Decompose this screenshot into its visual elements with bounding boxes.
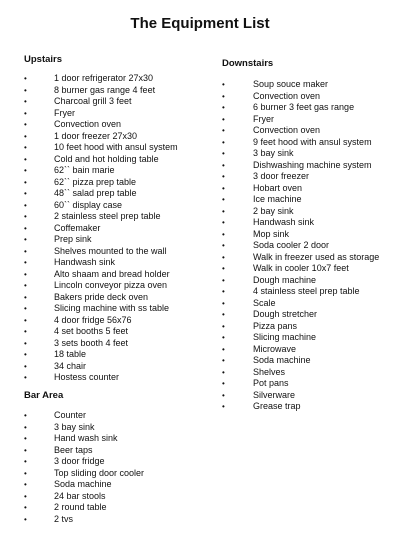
list-item-text: 24 bar stools — [54, 490, 106, 501]
list-item-text: Scale — [253, 297, 276, 308]
bullet-icon: • — [24, 269, 27, 279]
bullet-icon: • — [24, 177, 27, 187]
list-item-text: 4 door fridge 56x76 — [54, 314, 132, 325]
list-item-text: 48`` salad prep table — [54, 188, 137, 198]
bullet-icon: • — [24, 212, 27, 221]
list-item-text: Pot pans — [253, 378, 289, 388]
bullet-icon: • — [222, 402, 225, 411]
list-item-text: Soda machine — [253, 355, 311, 365]
bullet-icon: • — [222, 367, 225, 377]
list-item-text: 3 bay sink — [253, 148, 294, 158]
bullet-icon: • — [222, 206, 225, 216]
page-title: The Equipment List — [130, 15, 270, 32]
list-item-text: Coffemaker — [54, 222, 101, 233]
bullet-icon: • — [24, 97, 27, 106]
list-item-text: Alto shaam and bread holder — [54, 268, 170, 279]
bullet-icon: • — [222, 80, 225, 89]
bullet-icon: • — [24, 143, 27, 152]
bullet-icon: • — [24, 434, 27, 443]
bullet-icon: • — [222, 356, 225, 365]
bullet-icon: • — [222, 149, 225, 158]
bullet-icon: • — [222, 137, 225, 147]
list-item-text: Convection oven — [253, 125, 321, 135]
list-item-text: 10 feet hood with ansul system — [54, 142, 178, 152]
bullet-icon: • — [222, 379, 225, 388]
bullet-icon: • — [24, 315, 27, 325]
list-item-text: Walk in cooler 10x7 feet — [253, 263, 349, 273]
list-item-text: 2 bay sink — [253, 205, 294, 216]
list-item-text: 3 sets booth 4 feet — [54, 337, 129, 348]
bullet-icon: • — [24, 361, 27, 371]
bullet-icon: • — [24, 166, 27, 175]
bullet-icon: • — [24, 74, 27, 83]
bullet-icon: • — [24, 514, 27, 524]
bullet-icon: • — [24, 350, 27, 359]
list-item-text: Fryer — [54, 107, 75, 118]
bullet-icon: • — [222, 126, 225, 135]
list-item-text: Charcoal grill 3 feet — [54, 96, 132, 106]
list-item-text: 8 burner gas range 4 feet — [54, 84, 156, 95]
list-item-text: 6 burner 3 feet gas range — [253, 102, 355, 112]
bullet-icon: • — [24, 131, 27, 141]
list-item-text: 1 door freezer 27x30 — [54, 130, 138, 141]
list-item-text: 3 bay sink — [54, 421, 95, 432]
list-item-text: 2 tvs — [54, 513, 74, 524]
bullet-icon: • — [222, 241, 225, 250]
list-item-text: Soda cooler 2 door — [253, 240, 330, 250]
list-item-text: Hobart oven — [253, 182, 303, 193]
bullet-icon: • — [24, 200, 27, 210]
bullet-icon: • — [222, 172, 225, 181]
list-item-text: Prep sink — [54, 234, 92, 244]
bullet-icon: • — [24, 338, 27, 348]
bullet-icon: • — [222, 160, 225, 170]
list-item-text: Beer taps — [54, 444, 93, 455]
list-item-text: Walk in freezer used as storage — [253, 251, 380, 262]
list-item-text: Soda machine — [54, 479, 112, 489]
bullet-icon: • — [222, 183, 225, 193]
list-item-text: Shelves — [253, 366, 286, 377]
bullet-icon: • — [24, 108, 27, 118]
bullet-icon: • — [24, 480, 27, 489]
bullet-icon: • — [24, 246, 27, 256]
bullet-icon: • — [222, 114, 225, 124]
bullet-icon: • — [222, 321, 225, 331]
bullet-icon: • — [24, 411, 27, 420]
list-item-text: Grease trap — [253, 401, 301, 411]
bullet-icon: • — [222, 103, 225, 112]
list-item-text: 1 door refrigerator 27x30 — [54, 73, 154, 83]
list-item-text: Hand wash sink — [54, 433, 118, 443]
list-item-text: 3 door freezer — [253, 171, 310, 181]
bullet-icon: • — [24, 445, 27, 455]
list-item-text: 9 feet hood with ansul system — [253, 136, 372, 147]
list-item-text: Bakers pride deck oven — [54, 291, 149, 302]
bullet-icon: • — [222, 218, 225, 227]
bullet-icon: • — [24, 235, 27, 244]
list-item-text: 2 stainless steel prep table — [54, 211, 161, 221]
list-item-text: 4 stainless steel prep table — [253, 286, 360, 296]
list-item-text: Shelves mounted to the wall — [54, 245, 167, 256]
bullet-icon: • — [222, 390, 225, 400]
list-item-text: Dough stretcher — [253, 309, 318, 319]
bullet-icon: • — [222, 298, 225, 308]
bullet-icon: • — [24, 223, 27, 233]
list-item-text: Slicing machine — [253, 332, 317, 342]
list-item-text: 62`` bain marie — [54, 165, 115, 175]
bullet-icon: • — [24, 85, 27, 95]
list-item-text: Slicing machine with ss table — [54, 303, 170, 313]
bullet-icon: • — [222, 264, 225, 273]
list-item-text: Dough machine — [253, 274, 317, 285]
list-item-text: Silverware — [253, 389, 296, 400]
bullet-icon: • — [24, 189, 27, 198]
list-item-text: Hostess counter — [54, 372, 120, 382]
list-item-text: Convection oven — [54, 119, 122, 129]
bullet-icon: • — [222, 333, 225, 342]
bullet-icon: • — [24, 373, 27, 382]
list-item-text: 3 door fridge — [54, 456, 105, 466]
bullet-icon: • — [222, 229, 225, 239]
list-item-text: 4 set booths 5 feet — [54, 326, 129, 336]
list-item-text: Mop sink — [253, 228, 290, 239]
bullet-icon: • — [24, 281, 27, 290]
bullet-icon: • — [222, 287, 225, 296]
bullet-icon: • — [24, 292, 27, 302]
list-item-text: 18 table — [54, 349, 87, 359]
list-item-text: Handwash sink — [253, 217, 315, 227]
bullet-icon: • — [24, 154, 27, 164]
list-item-text: 62`` pizza prep table — [54, 176, 137, 187]
bullet-icon: • — [24, 120, 27, 129]
bullet-icon: • — [24, 491, 27, 501]
list-item-text: Dishwashing machine system — [253, 159, 372, 170]
list-item-text: 34 chair — [54, 360, 87, 371]
list-item-text: 2 round table — [54, 502, 107, 512]
bullet-icon: • — [24, 503, 27, 512]
list-item-text: Cold and hot holding table — [54, 153, 159, 164]
bullet-icon: • — [222, 310, 225, 319]
bullet-icon: • — [222, 91, 225, 101]
bullet-icon: • — [24, 468, 27, 478]
bullet-icon: • — [222, 275, 225, 285]
bullet-icon: • — [24, 327, 27, 336]
list-item-text: Soup souce maker — [253, 79, 329, 89]
list-item-text: Counter — [54, 410, 87, 420]
bullet-icon: • — [24, 457, 27, 466]
upstairs-heading: Upstairs — [24, 54, 63, 65]
list-item-text: Microwave — [253, 343, 297, 354]
bullet-icon: • — [222, 195, 225, 204]
bullet-icon: • — [24, 304, 27, 313]
list-item-text: Ice machine — [253, 194, 302, 204]
downstairs-heading: Downstairs — [222, 58, 274, 69]
list-item-text: Convection oven — [253, 90, 321, 101]
bar-area-heading: Bar Area — [24, 390, 64, 401]
bullet-icon: • — [24, 422, 27, 432]
list-item-text: Top sliding door cooler — [54, 467, 145, 478]
bullet-icon: • — [222, 344, 225, 354]
list-item-text: Lincoln conveyor pizza oven — [54, 280, 168, 290]
bullet-icon: • — [24, 258, 27, 267]
bullet-icon: • — [222, 252, 225, 262]
list-item-text: Handwash sink — [54, 257, 116, 267]
list-item-text: 60`` display case — [54, 199, 123, 210]
list-item-text: Fryer — [253, 113, 274, 124]
list-item-text: Pizza pans — [253, 320, 298, 331]
